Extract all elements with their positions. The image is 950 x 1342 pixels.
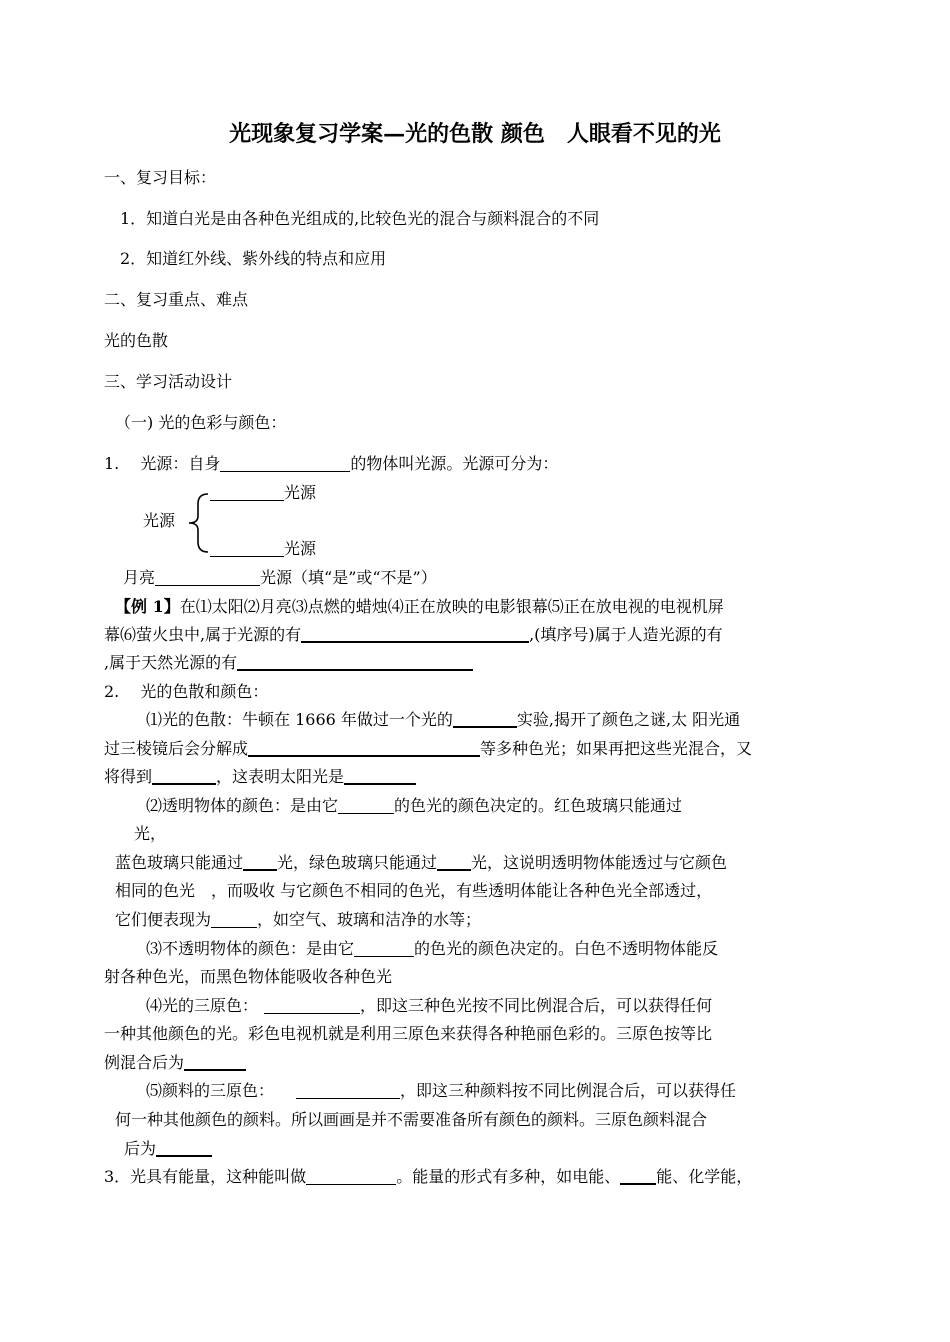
question-1-line xyxy=(104,454,558,474)
p1-text-3b: ，这表明太阳光是 xyxy=(216,767,345,786)
blank-mixed-result[interactable] xyxy=(152,767,216,785)
p3-line-1 xyxy=(146,939,718,959)
p2-text-1b: 的色光的颜色决定的。红色玻璃只能通过 xyxy=(394,796,683,815)
p5-line-2: 何一种其他颜色的颜料。所以画画是并不需要准备所有颜色的颜料。三原色颜料混合 xyxy=(115,1110,708,1129)
p2-text-1a: ⑵透明物体的颜色：是由它 xyxy=(146,796,339,815)
p1-text-2b: 等多种色光；如果再把这些光混合，又 xyxy=(480,739,753,758)
p5-line-1 xyxy=(146,1081,736,1101)
source-type-2-label: 光源 xyxy=(284,539,317,558)
blank-moon[interactable] xyxy=(155,569,260,586)
blank-sunlight-is[interactable] xyxy=(344,767,416,785)
blank-energy-form[interactable] xyxy=(620,1167,656,1185)
example-1-line-1 xyxy=(115,597,724,617)
section-heading-3: 三、学习活动设计 xyxy=(104,372,233,391)
p5-text-1a: ⑸颜料的三原色： xyxy=(146,1081,275,1100)
blank-light-primaries[interactable] xyxy=(264,997,360,1014)
p2-text-3a: 蓝色玻璃只能通过 xyxy=(115,853,244,872)
section-heading-2: 二、复习重点、难点 xyxy=(104,290,249,309)
blank-natural-sources[interactable] xyxy=(237,653,473,671)
p1-text-1a: ⑴光的色散：牛顿在 1666 年做过一个光的 xyxy=(146,710,453,729)
p4-line-3 xyxy=(104,1053,246,1073)
p3-line-2: 射各种色光，而黑色物体能吸收各种色光 xyxy=(104,967,393,986)
blank-experiment[interactable] xyxy=(453,710,517,728)
p1-text-3a: 将得到 xyxy=(104,767,153,786)
p2-line-3 xyxy=(115,853,727,873)
p1-line-2 xyxy=(104,739,752,759)
p2-text-5a: 它们便表现为 xyxy=(115,910,212,929)
blank-light-sources[interactable] xyxy=(301,625,529,643)
example-1-label: 【例 1】 xyxy=(115,597,180,616)
p5-text-1b: ，即这三种颜料按不同比例混合后，可以获得任 xyxy=(400,1081,737,1100)
p3-text-1a: ⑶不透明物体的颜色：是由它 xyxy=(146,939,355,958)
p2-text-5b: ，如空气、玻璃和洁净的水等； xyxy=(257,910,482,929)
p2-line-5 xyxy=(115,910,481,930)
p4-line-1 xyxy=(146,996,712,1016)
p2-text-3b: 光，绿色玻璃只能通过 xyxy=(277,853,438,872)
moon-text-b: 光源（填“是”或“不是”） xyxy=(260,568,437,587)
moon-question xyxy=(123,568,437,588)
p2-line-4: 相同的色光 ，而吸收 与它颜色不相同的色光，有些透明体能让各种色光全部透过， xyxy=(115,881,713,900)
p1-line-1 xyxy=(146,710,740,730)
subsection-heading-1: （一) 光的色彩与颜色： xyxy=(115,413,287,432)
p2-line-1 xyxy=(146,796,682,816)
blank-source-type-1[interactable] xyxy=(210,484,284,501)
blank-colors[interactable] xyxy=(248,739,480,757)
question-3-text-b: 。能量的形式有多种，如电能、 xyxy=(396,1167,621,1186)
blank-colorless[interactable] xyxy=(211,911,257,928)
example-1-text-2a: 幕⑹萤火虫中,属于光源的有 xyxy=(104,625,302,644)
p5-line-3 xyxy=(124,1139,212,1159)
question-3-text-c: 能、化学能， xyxy=(656,1167,753,1186)
blank-blue-glass[interactable] xyxy=(243,853,277,871)
p5-text-3a: 后为 xyxy=(124,1139,157,1158)
question-2-heading: 2. 光的色散和颜色： xyxy=(104,682,269,701)
blank-light-source-def[interactable] xyxy=(220,455,350,472)
p2-text-3c: 光，这说明透明物体能透过与它颜色 xyxy=(471,853,728,872)
p4-text-1b: ，即这三种色光按不同比例混合后，可以获得任何 xyxy=(360,996,713,1015)
p1-text-1b: 实验,揭开了颜色之谜,太 阳光通 xyxy=(516,710,741,729)
blank-light-energy[interactable] xyxy=(306,1168,396,1185)
question-3-line xyxy=(104,1167,752,1187)
source-type-2 xyxy=(210,539,316,559)
p3-text-1b: 的色光的颜色决定的。白色不透明物体能反 xyxy=(414,939,719,958)
moon-text-a: 月亮 xyxy=(123,568,156,587)
example-1-text-2b: ,(填序号)属于人造光源的有 xyxy=(529,625,723,644)
p2-line-2: 光， xyxy=(134,824,167,843)
objective-2: 2．知道红外线、紫外线的特点和应用 xyxy=(120,249,387,268)
example-1-text-3a: ,属于天然光源的有 xyxy=(104,653,238,672)
blank-pigment-mix[interactable] xyxy=(156,1139,212,1157)
question-1-text-a: 1. 光源：自身 xyxy=(104,454,221,473)
p4-text-3a: 例混合后为 xyxy=(104,1053,185,1072)
blank-transmits[interactable] xyxy=(338,797,394,814)
objective-1: 1．知道白光是由各种色光组成的,比较色光的混合与颜料混合的不同 xyxy=(120,209,600,228)
source-type-1-label: 光源 xyxy=(284,483,317,502)
question-3-text-a: 3．光具有能量，这种能叫做 xyxy=(104,1167,307,1186)
blank-green-glass[interactable] xyxy=(437,853,471,871)
example-1-text-1: 在⑴太阳⑵月亮⑶点燃的蜡烛⑷正在放映的电影银幕⑸正在放电视的电视机屏 xyxy=(179,597,724,616)
key-point: 光的色散 xyxy=(104,331,169,350)
blank-light-mix[interactable] xyxy=(184,1053,246,1071)
blank-reflects[interactable] xyxy=(354,940,414,957)
section-heading-1: 一、复习目标： xyxy=(104,168,217,187)
p4-text-1a: ⑷光的三原色： xyxy=(146,996,259,1015)
example-1-line-2 xyxy=(104,625,723,645)
source-type-1 xyxy=(210,483,316,503)
blank-pigment-primaries[interactable] xyxy=(296,1082,400,1099)
example-1-line-3 xyxy=(104,653,473,673)
page-title: 光现象复习学案—光的色散 颜色 人眼看不见的光 xyxy=(229,121,721,147)
curly-brace-icon xyxy=(186,492,210,554)
blank-source-type-2[interactable] xyxy=(210,540,284,557)
question-1-text-b: 的物体叫光源。光源可分为： xyxy=(350,454,559,473)
source-label: 光源 xyxy=(143,511,176,530)
p4-line-2: 一种其他颜色的光。彩色电视机就是利用三原色来获得各种艳丽色彩的。三原色按等比 xyxy=(104,1024,713,1043)
p1-line-3 xyxy=(104,767,416,787)
p1-text-2a: 过三棱镜后会分解成 xyxy=(104,739,249,758)
